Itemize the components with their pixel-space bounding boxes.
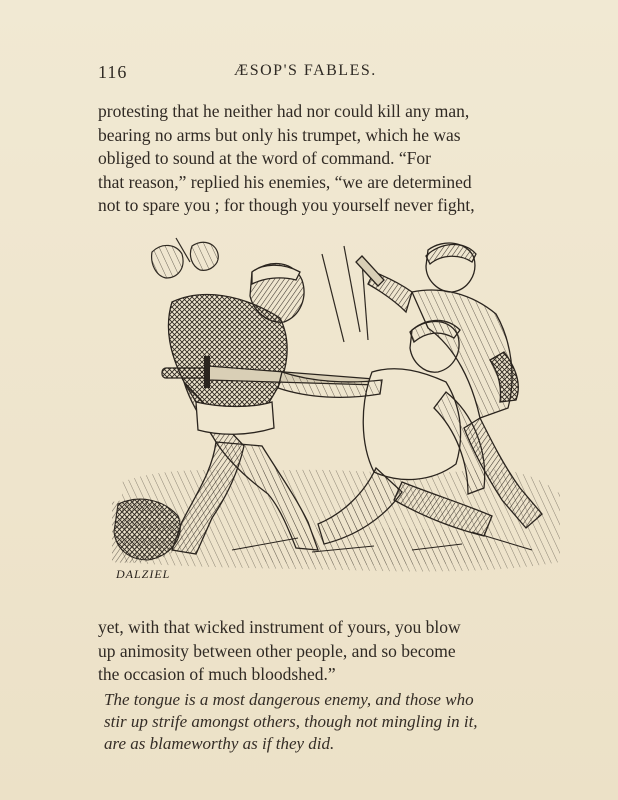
engraving-illustration — [112, 232, 564, 584]
text-line: bearing no arms but only his trumpet, which he was — [98, 124, 461, 145]
paragraph-bottom — [98, 616, 528, 687]
text-line: the occasion of much bloodshed.” — [98, 664, 336, 684]
text-line: that reason,” replied his enemies, “we are determined — [98, 171, 472, 192]
text-line: up animosity between other people, and so become — [98, 640, 456, 661]
text-line: yet, with that wicked instrument of yours, you blow — [98, 617, 461, 637]
text-line: not to spare you ; for though you yourself never fight, — [98, 195, 475, 215]
running-head: ÆSOP'S FABLES. — [234, 62, 377, 79]
text-line: obliged to sound at the word of command. “For — [98, 148, 431, 168]
moral-line: stir up strife amongst others, though not mingling in it, — [104, 712, 478, 731]
text-line: protesting that he neither had nor could kill any man, — [98, 101, 470, 121]
moral-line: The tongue is a most dangerous enemy, and those who — [104, 690, 474, 709]
paragraph-top — [98, 100, 528, 218]
page-number: 116 — [98, 62, 128, 82]
page-header — [98, 62, 522, 86]
moral-line: are as blameworthy as if they did. — [104, 734, 335, 753]
engraver-signature: DALZIEL — [116, 567, 171, 581]
fable-moral — [104, 689, 534, 755]
